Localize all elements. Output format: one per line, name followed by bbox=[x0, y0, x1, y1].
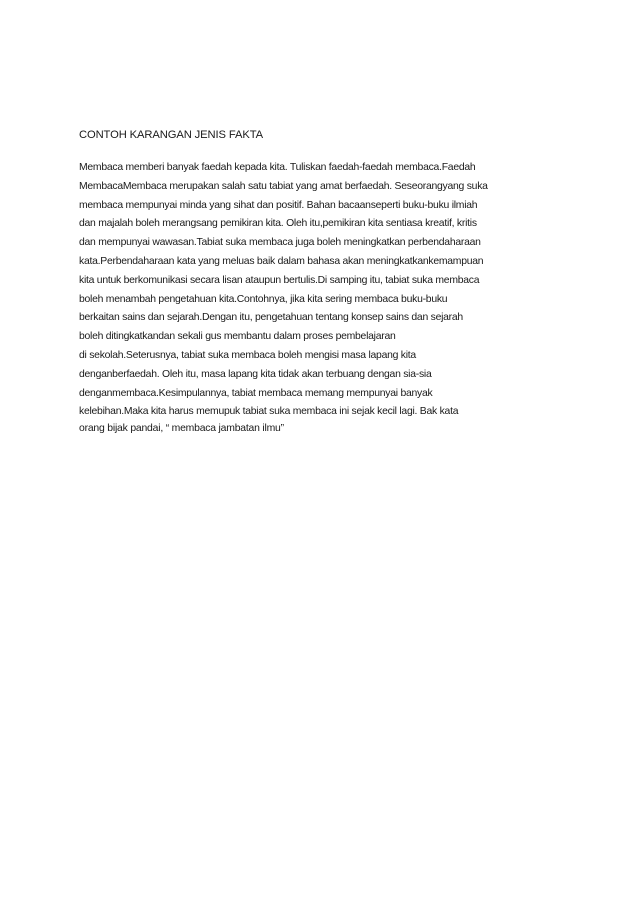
paragraph-line: dan majalah boleh merangsang pemikiran kita. Oleh itu,pemikiran kita sentiasa kreatif, kritis bbox=[79, 218, 477, 230]
body-paragraph bbox=[79, 159, 569, 422]
paragraph-line: kelebihan.Maka kita harus memupuk tabiat suka membaca ini sejak kecil lagi. Bak kata bbox=[79, 406, 459, 418]
paragraph-line: boleh menambah pengetahuan kita.Contohnya, jika kita sering membaca buku-buku bbox=[79, 293, 448, 305]
paragraph-line: denganmembaca.Kesimpulannya, tabiat membaca memang mempunyai banyak bbox=[79, 387, 433, 399]
paragraph-line: di sekolah.Seterusnya, tabiat suka membaca boleh mengisi masa lapang kita bbox=[79, 349, 416, 361]
paragraph-line: membaca mempunyai minda yang sihat dan positif. Bahan bacaanseperti buku-buku ilmiah bbox=[79, 199, 478, 211]
paragraph-line: boleh ditingkatkandan sekali gus membantu dalam proses pembelajaran bbox=[79, 331, 396, 343]
closing-quote: orang bijak pandai, “ membaca jambatan ilmu” bbox=[79, 423, 284, 434]
paragraph-line: kata.Perbendaharaan kata yang meluas baik dalam bahasa akan meningkatkankemampuan bbox=[79, 255, 484, 267]
paragraph-line: dan mempunyai wawasan.Tabiat suka membaca juga boleh meningkatkan perbendaharaan bbox=[79, 237, 481, 249]
paragraph-line: MembacaMembaca merupakan salah satu tabiat yang amat berfaedah. Seseorangyang suka bbox=[79, 180, 488, 192]
paragraph-line: kita untuk berkomunikasi secara lisan ataupun bertulis.Di samping itu, tabiat suka membaca bbox=[79, 274, 480, 286]
document-title: CONTOH KARANGAN JENIS FAKTA bbox=[79, 129, 263, 141]
paragraph-line: berkaitan sains dan sejarah.Dengan itu, pengetahuan tentang konsep sains dan sejarah bbox=[79, 312, 463, 324]
paragraph-line: Membaca memberi banyak faedah kepada kita. Tuliskan faedah-faedah membaca.Faedah bbox=[79, 162, 476, 173]
paragraph-line: denganberfaedah. Oleh itu, masa lapang kita tidak akan terbuang dengan sia-sia bbox=[79, 368, 432, 380]
